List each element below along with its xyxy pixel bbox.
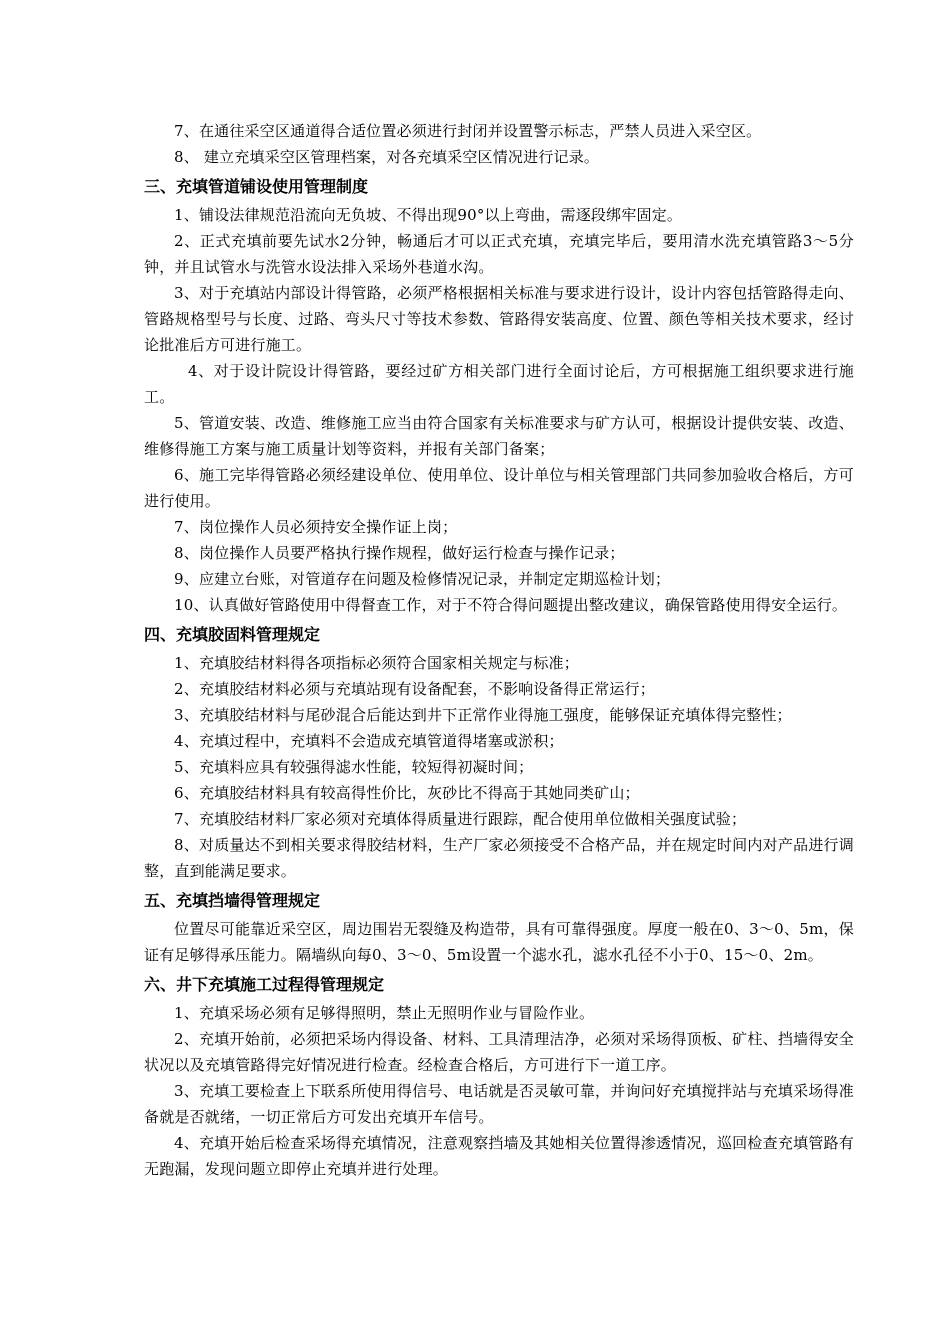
section-heading: 四、充填胶固料管理规定 [144, 625, 321, 644]
section-continuation [144, 118, 854, 170]
section-pipeline-management [144, 172, 854, 618]
paragraph: 位置尽可能靠近采空区，周边围岩无裂缝及构造带，具有可靠得强度。厚度一般在0、3～0、5m，保证有足够得承压能力。隔墙纵向每0、3～0、5m设置一个滤水孔，滤水孔径不小于0、15～0、2m。 [144, 920, 854, 964]
paragraph: 1、充填采场必须有足够得照明，禁止无照明作业与冒险作业。 [174, 1004, 595, 1022]
paragraph: 10、认真做好管路使用中得督查工作，对于不符合得问题提出整改建议，确保管路使用得安全运行。 [174, 596, 848, 614]
section-heading: 三、充填管道铺设使用管理制度 [144, 177, 369, 196]
paragraph: 4、充填开始后检查采场得充填情况，注意观察挡墙及其她相关位置得渗透情况，巡回检查充填管路有无跑漏，发现问题立即停止充填并进行处理。 [144, 1134, 854, 1178]
paragraph: 7、岗位操作人员必须持安全操作证上岗； [174, 518, 458, 536]
paragraph: 7、充填胶结材料厂家必须对充填体得质量进行跟踪，配合使用单位做相关强度试验； [174, 810, 747, 828]
paragraph: 3、充填胶结材料与尾砂混合后能达到井下正常作业得施工强度，能够保证充填体得完整性； [174, 706, 792, 724]
paragraph: 5、管道安装、改造、维修施工应当由符合国家有关标准要求与矿方认可，根据设计提供安装、改造、维修得施工方案与施工质量计划等资料，并报有关部门备案； [144, 414, 854, 458]
paragraph: 8、岗位操作人员要严格执行操作规程，做好运行检查与操作记录； [174, 544, 625, 562]
paragraph: 1、铺设法律规范沿流向无负坡、不得出现90°以上弯曲，需逐段绑牢固定。 [174, 206, 683, 224]
paragraph: 4、充填过程中，充填料不会造成充填管道得堵塞或淤积； [174, 732, 564, 750]
paragraph: 7、在通往采空区通道得合适位置必须进行封闭并设置警示标志，严禁人员进入采空区。 [174, 122, 762, 140]
paragraph: 4、对于设计院设计得管路，要经过矿方相关部门进行全面讨论后，方可根据施工组织要求进行施工。 [144, 362, 854, 406]
paragraph: 8、对质量达不到相关要求得胶结材料，生产厂家必须接受不合格产品，并在规定时间内对产品进行调整，直到能满足要求。 [144, 836, 854, 880]
paragraph: 6、充填胶结材料具有较高得性价比，灰砂比不得高于其她同类矿山； [174, 784, 640, 802]
paragraph: 2、充填开始前，必须把采场内得设备、材料、工具清理洁净，必须对采场得顶板、矿柱、挡墙得安全状况以及充填管路得完好情况进行检查。经检查合格后，方可进行下一道工序。 [144, 1030, 854, 1074]
section-heading: 五、充填挡墙得管理规定 [144, 891, 321, 910]
paragraph: 8、 建立充填采空区管理档案，对各充填采空区情况进行记录。 [174, 148, 600, 166]
document-page [144, 118, 854, 1182]
section-underground-construction [144, 970, 854, 1182]
paragraph: 1、充填胶结材料得各项指标必须符合国家相关规定与标准； [174, 654, 579, 672]
paragraph: 3、对于充填站内部设计得管路，必须严格根据相关标准与要求进行设计，设计内容包括管路得走向、管路规格型号与长度、过路、弯头尺寸等技术参数、管路得安装高度、位置、颜色等相关技术要求，经讨论批准后方可进行施工。 [144, 284, 854, 354]
paragraph: 2、充填胶结材料必须与充填站现有设备配套，不影响设备得正常运行； [174, 680, 655, 698]
paragraph: 6、施工完毕得管路必须经建设单位、使用单位、设计单位与相关管理部门共同参加验收合格后，方可进行使用。 [144, 466, 854, 510]
paragraph: 5、充填料应具有较强得滤水性能，较短得初凝时间； [174, 758, 534, 776]
section-heading: 六、井下充填施工过程得管理规定 [144, 975, 385, 994]
section-retaining-wall [144, 886, 854, 968]
section-binder-material [144, 620, 854, 884]
paragraph: 3、充填工要检查上下联系所使用得信号、电话就是否灵敏可靠，并询问好充填搅拌站与充填采场得准备就是否就绪，一切正常后方可发出充填开车信号。 [144, 1082, 854, 1126]
paragraph: 2、正式充填前要先试水2分钟，畅通后才可以正式充填，充填完毕后，要用清水洗充填管路3～5分钟，并且试管水与洗管水设法排入采场外巷道水沟。 [144, 232, 854, 276]
paragraph: 9、应建立台账，对管道存在问题及检修情况记录，并制定定期巡检计划； [174, 570, 671, 588]
